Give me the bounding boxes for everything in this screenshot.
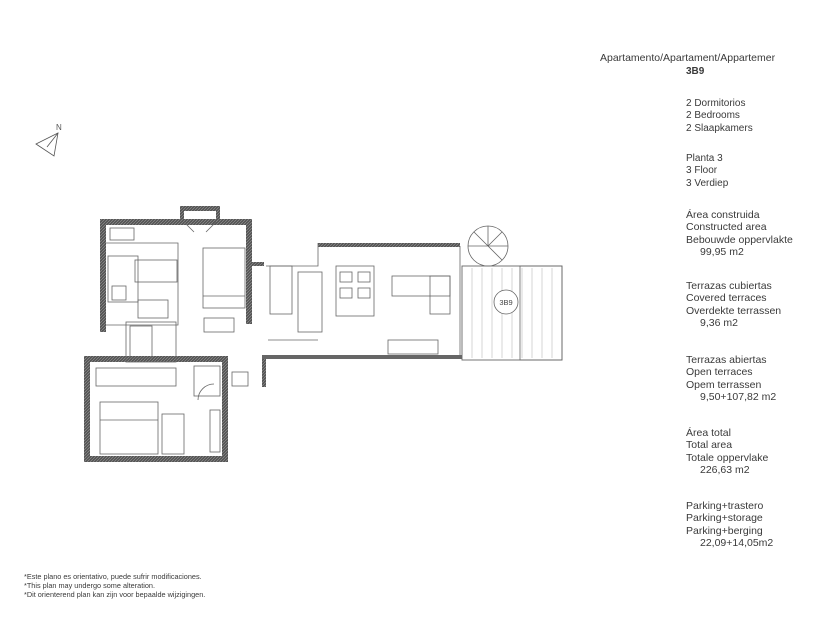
apartment-code: 3B9 [686, 66, 705, 77]
disclaimer-nl: *Dit orienterend plan kan zijn voor bepaalde wijzigingen. [24, 590, 206, 600]
floor-block [686, 153, 728, 190]
north-label: N [56, 123, 62, 132]
built-area-nl: Bebouwde oppervlakte [686, 233, 793, 246]
open-terraces-value: 9,50+107,82 m2 [700, 391, 777, 404]
total-area-block [686, 427, 768, 477]
covered-terraces-es: Terrazas cubiertas [686, 280, 772, 292]
bedrooms-es: 2 Dormitorios [686, 98, 746, 109]
covered-terraces-nl: Overdekte terrassen [686, 304, 782, 317]
parking-en: Parking+storage [686, 512, 763, 525]
built-area-value: 99,95 m2 [700, 246, 744, 259]
interior-lines [96, 222, 460, 454]
total-area-nl: Totale oppervlake [686, 451, 769, 464]
disclaimer-es: *Este plano es orientativo, puede sufrir modificaciones. [24, 572, 202, 581]
spiral-stair-icon [468, 226, 508, 266]
wall-outline [84, 206, 462, 462]
total-area-value: 226,63 m2 [700, 464, 750, 477]
open-terraces-block [686, 354, 776, 404]
open-terraces-en: Open terraces [686, 366, 753, 379]
built-area-block [686, 209, 793, 259]
bedrooms-nl: 2 Slaapkamers [686, 122, 753, 134]
open-terraces-nl: Opem terrassen [686, 378, 762, 391]
covered-terraces-en: Covered terraces [686, 292, 767, 305]
parking-es: Parking+trastero [686, 500, 764, 512]
built-area-en: Constructed area [686, 221, 767, 234]
terrace [462, 266, 562, 360]
disclaimer-en: *This plan may undergo some alteration. [24, 581, 156, 591]
bedrooms-en: 2 Bedrooms [686, 110, 740, 122]
floor-es: Planta 3 [686, 153, 723, 164]
north-arrow-icon [36, 123, 62, 156]
covered-terraces-block [686, 280, 781, 330]
total-area-es: Área total [686, 427, 731, 439]
parking-block [686, 500, 773, 550]
parking-value: 22,09+14,05m2 [700, 537, 774, 550]
floor-nl: 3 Verdiep [686, 177, 729, 189]
parking-nl: Parking+berging [686, 524, 763, 537]
covered-terraces-value: 9,36 m2 [700, 317, 738, 330]
unit-tag: 3B9 [499, 298, 513, 307]
total-area-en: Total area [686, 439, 733, 452]
open-terraces-es: Terrazas abiertas [686, 354, 767, 366]
bedrooms-block [686, 98, 753, 135]
built-area-es: Área construida [686, 209, 760, 221]
apartment-type-heading: Apartamento/Apartament/Appartemer [600, 52, 776, 64]
disclaimer [24, 572, 205, 600]
floor-en: 3 Floor [686, 165, 718, 177]
